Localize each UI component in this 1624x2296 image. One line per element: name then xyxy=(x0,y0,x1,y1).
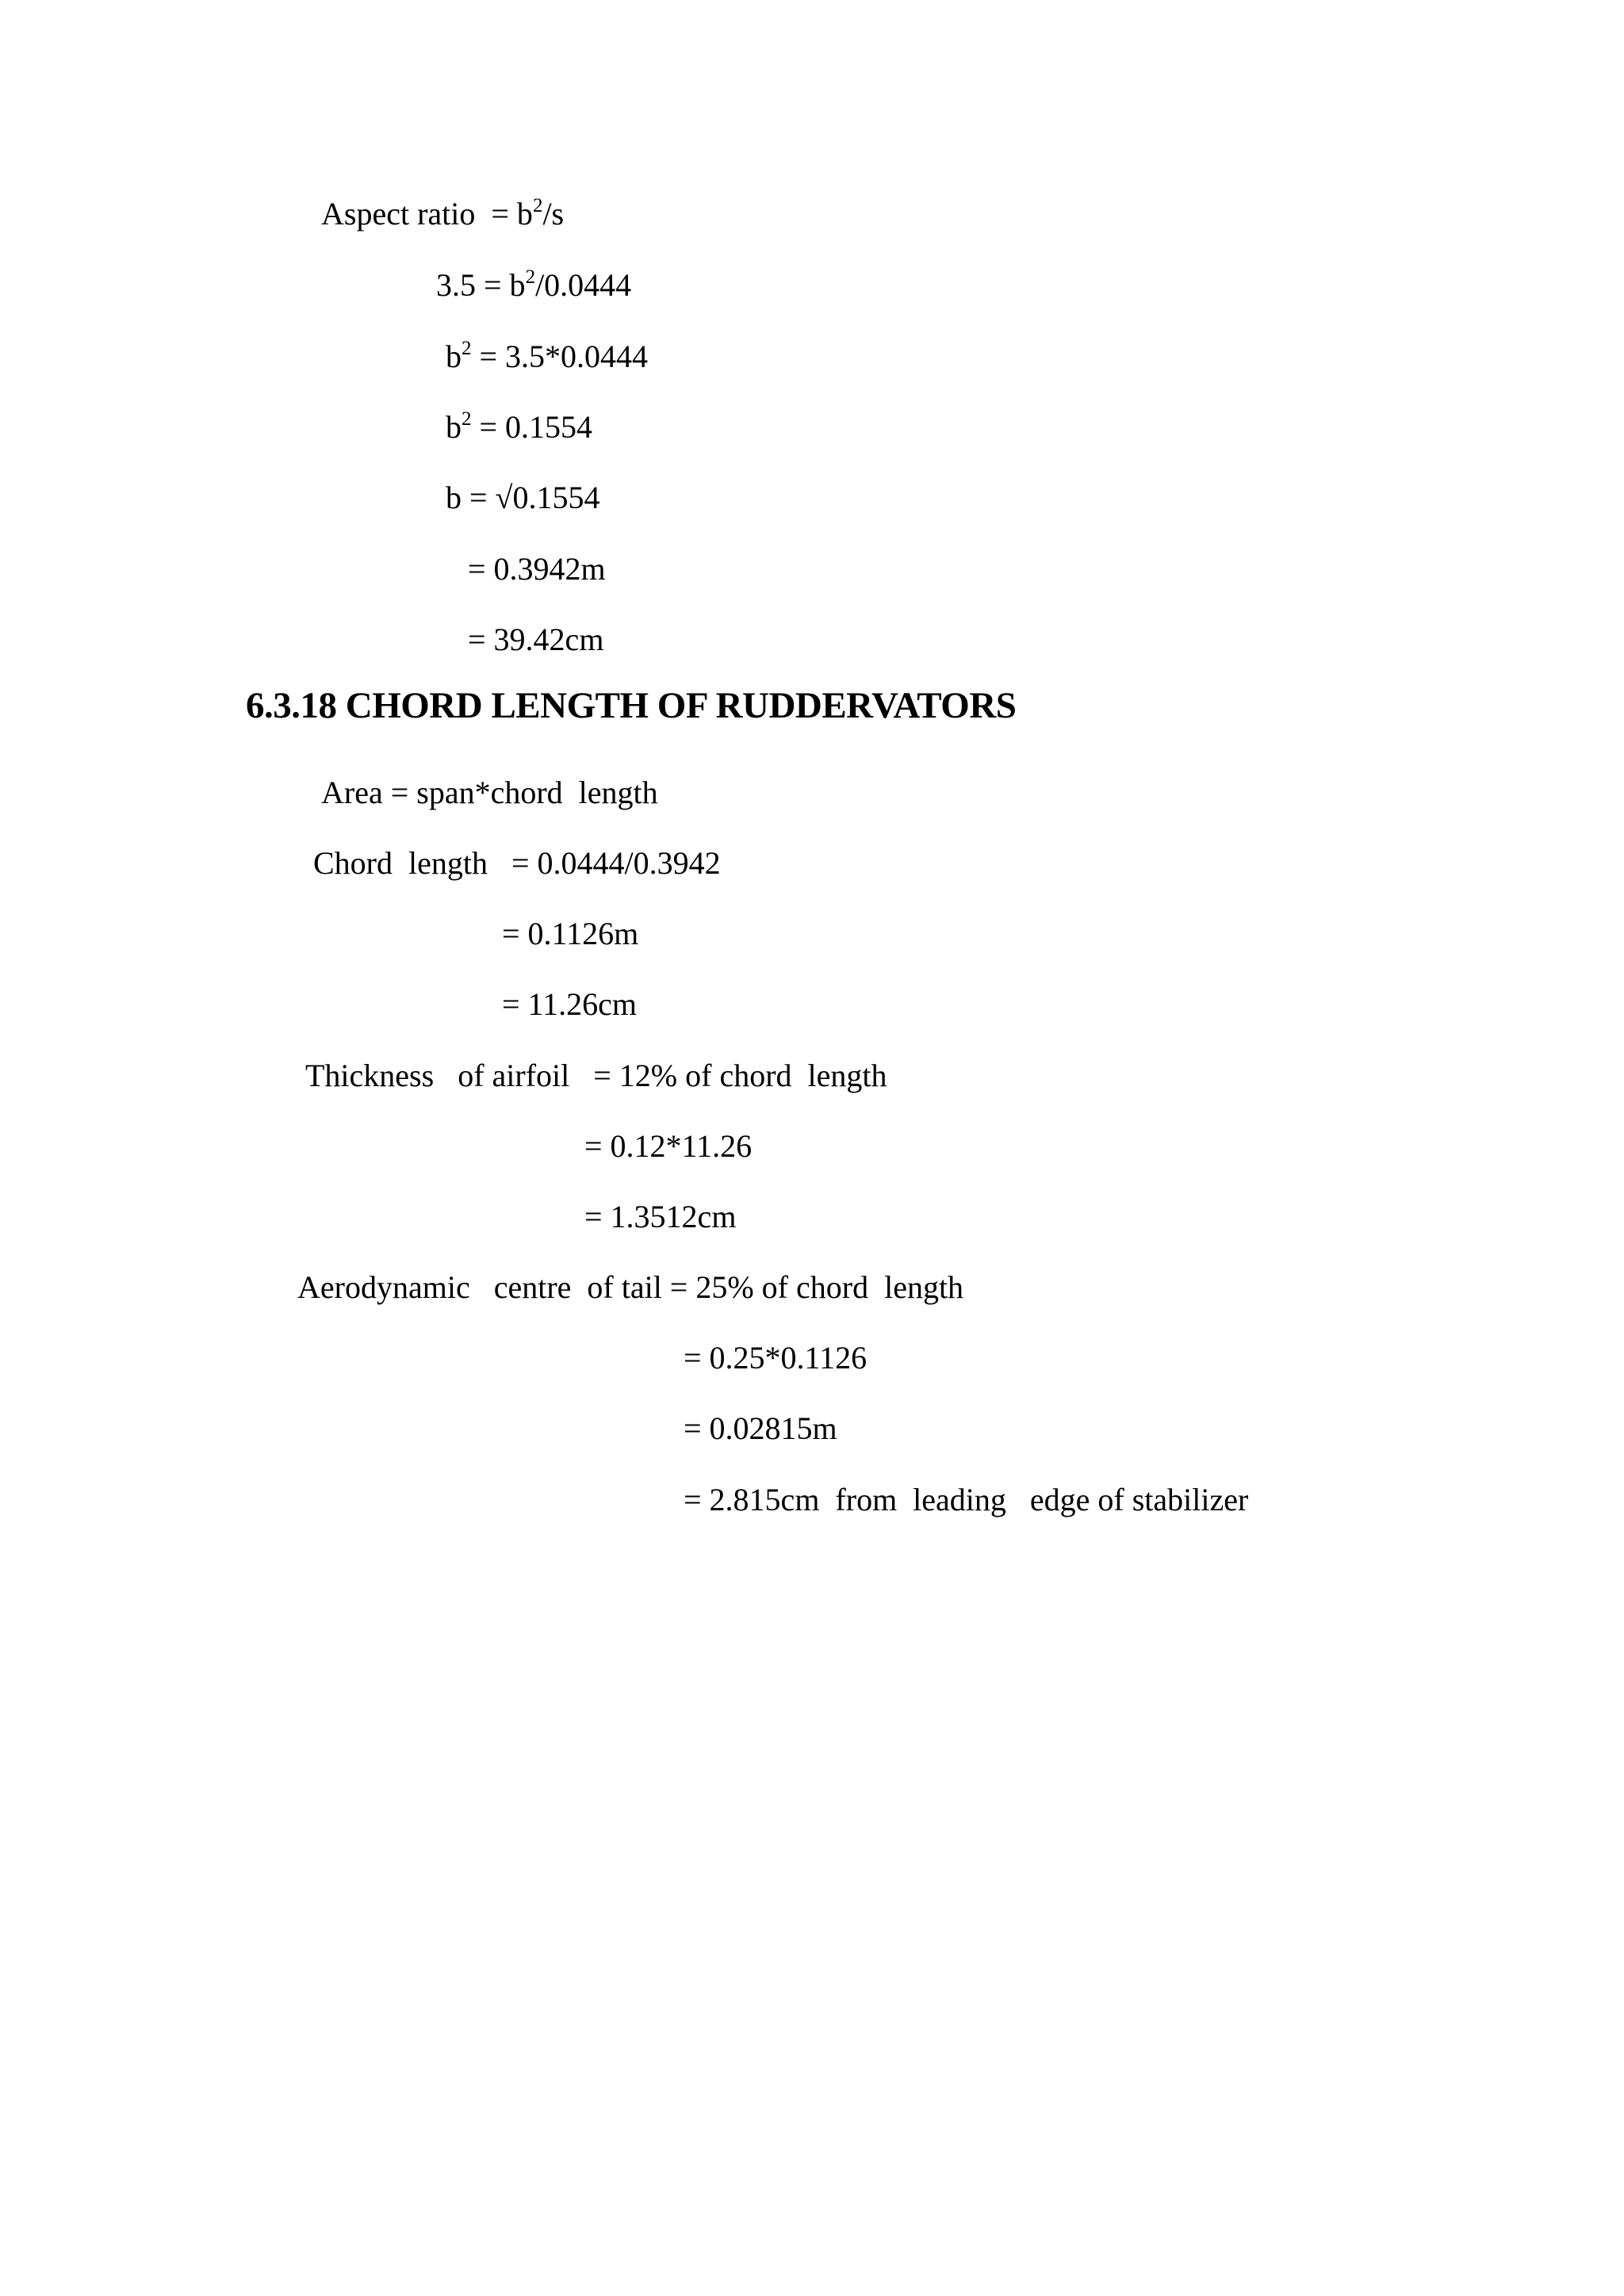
thickness-value: = 1.3512cm xyxy=(584,1199,737,1234)
superscript: 2 xyxy=(525,266,536,288)
b-root: b = √0.1554 xyxy=(446,480,600,515)
b-squared-product xyxy=(446,338,648,376)
chord-length-meters: = 0.1126m xyxy=(502,916,639,951)
chord-length-centimeters: = 11.26cm xyxy=(502,986,637,1022)
section-heading: 6.3.18 CHORD LENGTH OF RUDDERVATORS xyxy=(246,685,1017,726)
formula-text: 3.5 = b xyxy=(436,267,526,303)
aspect-ratio-formula xyxy=(321,195,564,233)
aerodynamic-centre-formula: Aerodynamic centre of tail = 25% of chord length xyxy=(297,1269,964,1305)
superscript: 2 xyxy=(462,408,472,430)
formula-text: = 0.1554 xyxy=(471,409,593,445)
b-centimeters: = 39.42cm xyxy=(468,622,604,657)
aerodynamic-centre-centimeters: = 2.815cm from leading edge of stabilizer xyxy=(684,1482,1249,1517)
thickness-formula: Thickness of airfoil = 12% of chord length xyxy=(305,1058,887,1093)
b-squared-value xyxy=(446,408,592,446)
superscript: 2 xyxy=(462,337,472,359)
aspect-ratio-substitution xyxy=(436,266,631,304)
aerodynamic-centre-substitution: = 0.25*0.1126 xyxy=(684,1340,868,1376)
aerodynamic-centre-meters: = 0.02815m xyxy=(684,1410,837,1446)
formula-text: /s xyxy=(542,196,565,232)
formula-text: Aspect ratio = b xyxy=(321,196,533,232)
formula-text: b xyxy=(446,409,462,445)
area-formula: Area = span*chord length xyxy=(321,775,658,810)
formula-text: b xyxy=(446,339,462,374)
superscript: 2 xyxy=(532,194,543,216)
b-meters: = 0.3942m xyxy=(468,551,606,587)
chord-length-formula: Chord length = 0.0444/0.3942 xyxy=(313,845,721,881)
formula-text: = 3.5*0.0444 xyxy=(471,339,649,374)
thickness-substitution: = 0.12*11.26 xyxy=(584,1128,753,1164)
formula-text: /0.0444 xyxy=(535,267,632,303)
